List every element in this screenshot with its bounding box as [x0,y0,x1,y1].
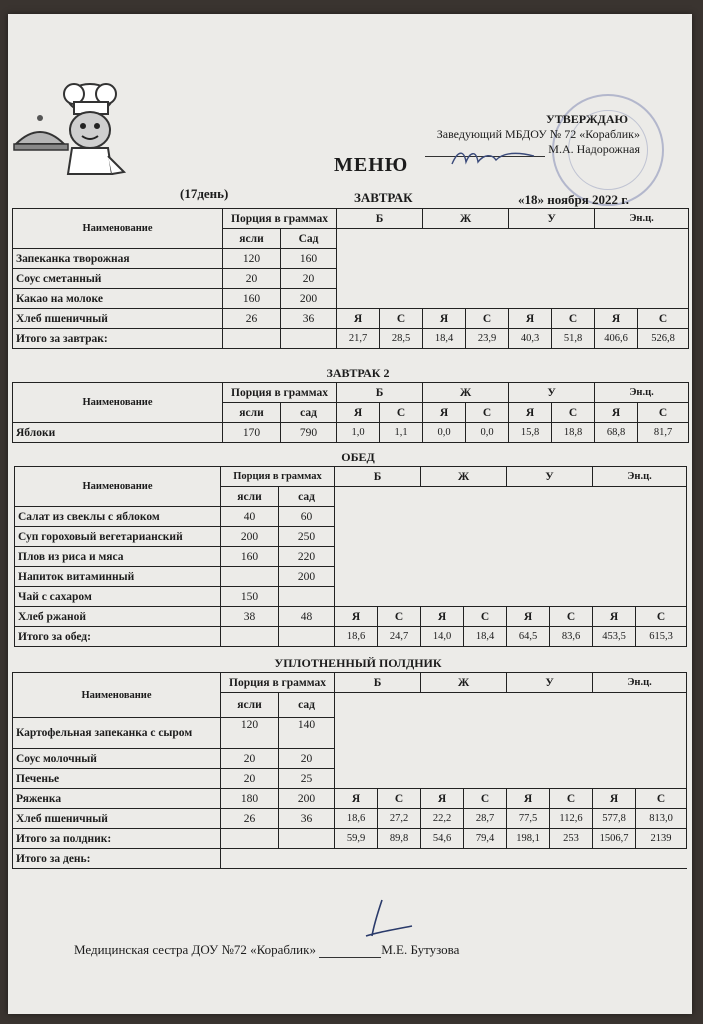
table-row [13,423,689,443]
dish-name: Картофельная запеканка с сыром [13,718,221,749]
total-row [15,627,687,647]
total-label: Итого за обед: [15,627,221,647]
nutrient-value: 577,8 [593,809,636,829]
subcol-ya: Я [423,309,466,329]
portion-yasli: 40 [221,507,279,527]
dish-name: Хлеб пшеничный [13,809,221,829]
col-sad-header: Сад [281,229,337,249]
approval-title: УТВЕРЖДАЮ [545,112,628,126]
total-value: 51,8 [552,329,595,349]
total-value: 28,5 [380,329,423,349]
dish-name: Чай с сахаром [15,587,221,607]
total-label: Итого за полдник: [13,829,221,849]
subcol-s: С [378,789,421,809]
total-value: 18,4 [423,329,466,349]
portion-sad: 36 [279,809,335,829]
total-value: 64,5 [507,627,550,647]
total-value: 526,8 [638,329,689,349]
total-value: 21,7 [337,329,380,349]
nutrient-value: 18,6 [335,809,378,829]
subcol-ya: Я [595,309,638,329]
blank-area [335,487,687,607]
subcol-s: С [550,607,593,627]
portion-yasli: 20 [221,749,279,769]
nutrient-value: 112,6 [550,809,593,829]
total-value: 83,6 [550,627,593,647]
subcol-ya: Я [593,789,636,809]
nutrient-value: 68,8 [595,423,638,443]
col-u-header: У [507,467,593,487]
subcol-ya: Я [595,403,638,423]
total-value: 18,4 [464,627,507,647]
snack-table [12,672,687,869]
dish-name: Хлеб пшеничный [13,309,223,329]
col-yasli-header: ясли [223,229,281,249]
col-yasli-header: ясли [221,487,279,507]
col-yasli-header: ясли [223,403,281,423]
subcol-s: С [550,789,593,809]
dish-name: Напиток витаминный [15,567,221,587]
portion-yasli: 160 [223,289,281,309]
nutrient-value: 0,0 [423,423,466,443]
col-zh-header: Ж [421,467,507,487]
subcol-s: С [464,789,507,809]
portion-yasli: 160 [221,547,279,567]
col-portion-header: Порция в граммах [221,673,335,693]
portion-yasli: 200 [221,527,279,547]
total-label: Итого за завтрак: [13,329,223,349]
col-name-header: Наименование [13,383,223,423]
col-en-header: Эн.ц. [593,467,687,487]
subcol-ya: Я [509,403,552,423]
col-b-header: Б [337,209,423,229]
subcol-s: С [636,789,687,809]
subcol-ya: Я [507,789,550,809]
portion-sad: 220 [279,547,335,567]
blank-area [337,229,689,309]
subcol-ya: Я [423,403,466,423]
nutrient-value: 1,0 [337,423,380,443]
col-portion-header: Порция в граммах [223,383,337,403]
total-value: 24,7 [378,627,421,647]
col-en-header: Эн.ц. [595,383,689,403]
breakfast-table [12,208,689,349]
dish-name: Соус молочный [13,749,221,769]
total-value: 79,4 [464,829,507,849]
total-value: 2139 [636,829,687,849]
snack-title: УПЛОТНЕННЫЙ ПОЛДНИК [274,656,442,670]
dish-name: Печенье [13,769,221,789]
subcol-ya: Я [421,789,464,809]
subcol-ya: Я [337,403,380,423]
total-value: 615,3 [636,627,687,647]
col-name-header: Наименование [13,673,221,718]
subcol-ya: Я [593,607,636,627]
dish-name: Ряженка [13,789,221,809]
col-yasli-header: ясли [221,693,279,718]
total-value: 23,9 [466,329,509,349]
col-name-header: Наименование [15,467,221,507]
portion-yasli: 180 [221,789,279,809]
subcol-ya: Я [421,607,464,627]
day-total-label: Итого за день: [13,849,221,869]
subcol-s: С [552,309,595,329]
subcol-s: С [380,309,423,329]
col-sad-header: сад [281,403,337,423]
portion-yasli: 120 [221,718,279,749]
breakfast-title: ЗАВТРАК [354,190,413,205]
subcol-ya: Я [509,309,552,329]
col-portion-header: Порция в граммах [223,209,337,229]
portion-sad: 160 [281,249,337,269]
day-label: (17день) [180,186,229,201]
dish-name: Запеканка творожная [13,249,223,269]
total-value: 54,6 [421,829,464,849]
lunch-table [14,466,687,647]
nutrient-value: 81,7 [638,423,689,443]
total-value: 18,6 [335,627,378,647]
breakfast2-table [12,382,689,443]
dish-name: Суп гороховый вегетарианский [15,527,221,547]
menu-sheet [8,14,692,1014]
subcol-ya: Я [335,789,378,809]
col-b-header: Б [335,673,421,693]
col-u-header: У [507,673,593,693]
subcol-ya: Я [335,607,378,627]
subcol-s: С [638,309,689,329]
table-row [13,809,687,829]
subcol-s: С [552,403,595,423]
subcol-s: С [466,309,509,329]
portion-sad: 200 [281,289,337,309]
portion-yasli: 20 [223,269,281,289]
portion-sad: 200 [279,789,335,809]
subcol-s: С [378,607,421,627]
col-b-header: Б [335,467,421,487]
approval-handwritten-signature-icon [448,144,538,172]
subcol-s: С [636,607,687,627]
portion-sad: 790 [281,423,337,443]
footer-position: Медицинская сестра ДОУ №72 «Кораблик» [74,942,316,957]
col-name-header: Наименование [13,209,223,249]
total-value: 59,9 [335,829,378,849]
portion-yasli: 150 [221,587,279,607]
breakfast2-title: ЗАВТРАК 2 [326,366,390,380]
col-portion-header: Порция в граммах [221,467,335,487]
dish-name: Соус сметанный [13,269,223,289]
col-zh-header: Ж [423,383,509,403]
portion-sad: 48 [279,607,335,627]
subcol-s: С [464,607,507,627]
col-u-header: У [509,383,595,403]
date-label: «18» ноября 2022 г. [518,192,629,207]
portion-yasli: 38 [221,607,279,627]
lunch-title: ОБЕД [341,450,375,464]
total-value: 253 [550,829,593,849]
portion-yasli: 26 [221,809,279,829]
total-value: 453,5 [593,627,636,647]
portion-yasli [221,567,279,587]
footer-signature-line [319,947,381,958]
portion-yasli: 26 [223,309,281,329]
total-value: 198,1 [507,829,550,849]
nutrient-value: 0,0 [466,423,509,443]
approval-name: М.А. Надорожная [548,142,640,156]
nutrient-value: 22,2 [421,809,464,829]
portion-sad: 60 [279,507,335,527]
portion-sad: 25 [279,769,335,789]
portion-sad: 20 [281,269,337,289]
handwritten-signature-icon [360,896,420,942]
chef-logo-icon [12,76,127,176]
dish-name: Какао на молоке [13,289,223,309]
col-u-header: У [509,209,595,229]
total-row [13,329,689,349]
portion-sad: 200 [279,567,335,587]
dish-name: Салат из свеклы с яблоком [15,507,221,527]
portion-sad: 36 [281,309,337,329]
col-en-header: Эн.ц. [593,673,687,693]
nutrient-value: 77,5 [507,809,550,829]
day-total-row [13,849,687,869]
subcol-ya: Я [507,607,550,627]
table-row [15,607,687,627]
dish-name: Яблоки [13,423,223,443]
subcol-s: С [466,403,509,423]
portion-yasli: 20 [221,769,279,789]
dish-name: Хлеб ржаной [15,607,221,627]
approval-position: Заведующий МБДОУ № 72 «Кораблик» [436,127,640,141]
nutrient-value: 28,7 [464,809,507,829]
portion-yasli: 170 [223,423,281,443]
col-en-header: Эн.ц. [595,209,689,229]
portion-yasli: 120 [223,249,281,269]
portion-sad [279,587,335,607]
dish-name: Плов из риса и мяса [15,547,221,567]
portion-sad: 20 [279,749,335,769]
col-sad-header: сад [279,487,335,507]
total-value: 406,6 [595,329,638,349]
footer-signature [74,942,459,958]
nutrient-value: 1,1 [380,423,423,443]
total-row [13,829,687,849]
nutrient-value: 18,8 [552,423,595,443]
portion-sad: 140 [279,718,335,749]
subcol-s: С [380,403,423,423]
total-value: 1506,7 [593,829,636,849]
footer-name: М.Е. Бутузова [381,942,460,957]
table-row [13,309,689,329]
portion-sad: 250 [279,527,335,547]
nutrient-value: 813,0 [636,809,687,829]
total-value: 89,8 [378,829,421,849]
nutrient-value: 15,8 [509,423,552,443]
table-row [13,789,687,809]
col-sad-header: сад [279,693,335,718]
col-zh-header: Ж [423,209,509,229]
subcol-ya: Я [337,309,380,329]
page-title: МЕНЮ [334,154,409,176]
blank-area [335,693,687,789]
col-zh-header: Ж [421,673,507,693]
subcol-s: С [638,403,689,423]
col-b-header: Б [337,383,423,403]
nutrient-value: 27,2 [378,809,421,829]
total-value: 14,0 [421,627,464,647]
total-value: 40,3 [509,329,552,349]
